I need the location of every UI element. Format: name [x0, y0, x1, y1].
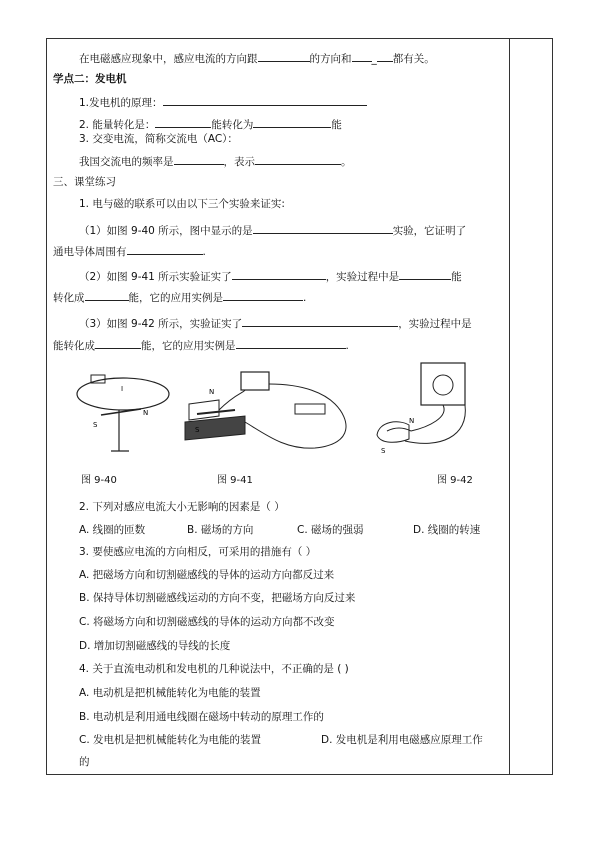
south-label: S	[93, 421, 98, 429]
blank[interactable]	[258, 50, 310, 62]
text: 在电磁感应现象中，感应电流的方向跟	[79, 53, 258, 65]
text: .	[202, 246, 206, 258]
figure-9-41-caption: 图 9-41	[217, 475, 253, 486]
question-2-option-a[interactable]: A. 线圈的匝数	[79, 524, 146, 536]
text: 实验，它证明了	[392, 225, 467, 237]
text: 的方向和	[309, 53, 352, 65]
blank[interactable]	[223, 289, 303, 301]
lead-wire-1	[411, 405, 444, 431]
section-heading-practice: 三、课堂练习	[53, 176, 116, 188]
text: 我国交流电的频率是	[79, 156, 174, 168]
south-label: S	[195, 426, 200, 434]
question-1-part-2-cont	[53, 289, 306, 305]
section-heading-generator: 学点二：发电机	[53, 73, 127, 85]
figure-9-41-induction-diagram	[175, 364, 365, 454]
question-3-option-c[interactable]: C. 将磁场方向和切割磁感线的导体的运动方向都不改变	[79, 616, 335, 628]
magnet-block	[189, 400, 219, 420]
text: 能，它的应用实例是	[128, 292, 223, 304]
blank[interactable]	[127, 243, 203, 255]
question-4-stem: 4. 关于直流电动机和发电机的几种说法中，不正确的是 ( )	[79, 663, 349, 675]
blank[interactable]	[377, 50, 393, 62]
blank[interactable]	[163, 94, 367, 106]
blank[interactable]	[255, 153, 341, 165]
text: 能	[331, 119, 342, 131]
blank[interactable]	[236, 337, 346, 349]
text: 通电导体周围有	[53, 246, 127, 258]
lead-wire-2	[245, 384, 346, 448]
text: .	[345, 340, 349, 352]
question-4-option-d[interactable]: D. 发电机是利用电磁感应原理工作	[321, 734, 483, 746]
blank[interactable]	[242, 315, 398, 327]
text: （3）如图 9-42 所示，实验证实了	[79, 318, 243, 330]
figure-9-42-caption: 图 9-42	[437, 475, 473, 486]
question-3-option-d[interactable]: D. 增加切割磁感线的导线的长度	[79, 640, 231, 652]
question-1-part-1	[79, 222, 466, 238]
figure-9-40-caption: 图 9-40	[81, 475, 117, 486]
text: .	[303, 292, 307, 304]
question-3-option-a[interactable]: A. 把磁场方向和切割磁感线的导体的运动方向都反过来	[79, 569, 335, 581]
blank[interactable]	[352, 50, 372, 62]
text: 1.发电机的原理：	[79, 97, 163, 109]
text: 能，它的应用实例是	[141, 340, 236, 352]
blank[interactable]	[174, 153, 224, 165]
text: 转化成	[53, 292, 85, 304]
generator-principle-line	[79, 94, 367, 110]
question-4-option-d-cont: 的	[79, 756, 90, 768]
lead-wire-1	[219, 390, 245, 410]
north-label: N	[143, 409, 149, 417]
induction-direction-line	[79, 50, 435, 66]
text: 都有关。	[392, 53, 435, 65]
text: ，实验过程中是	[325, 271, 400, 283]
question-1-part-3-cont	[53, 337, 349, 353]
text: 能转化成	[53, 340, 95, 352]
blank[interactable]	[85, 289, 129, 301]
north-label: N	[409, 417, 415, 425]
text: （1）如图 9-40 所示，图中显示的是	[79, 225, 253, 237]
energy-conversion-line	[79, 116, 342, 132]
question-2-stem: 2. 下列对感应电流大小无影响的因素是（ ）	[79, 501, 285, 513]
meter-box	[421, 363, 465, 405]
ac-frequency-line	[79, 153, 352, 169]
question-1-stem: 1. 电与磁的联系可以由以下三个实验来证实:	[79, 198, 285, 210]
question-3-option-b[interactable]: B. 保持导体切割磁感线运动的方向不变，把磁场方向反过来	[79, 592, 356, 604]
content-frame	[46, 38, 553, 775]
question-2-option-d[interactable]: D. 线圈的转速	[413, 524, 481, 536]
question-4-option-a[interactable]: A. 电动机是把机械能转化为电能的装置	[79, 687, 261, 699]
current-label: I	[121, 385, 124, 393]
question-2-option-b[interactable]: B. 磁场的方向	[187, 524, 254, 536]
galvanometer-box	[241, 372, 269, 390]
ac-definition-line: 3. 交变电流，简称交流电（AC）：	[79, 133, 238, 145]
text: 。	[341, 156, 352, 168]
wire-loop	[77, 378, 169, 410]
question-1-part-1-cont	[53, 243, 206, 259]
blank[interactable]	[399, 268, 451, 280]
text: 能转化为	[211, 119, 254, 131]
text: ，表示	[223, 156, 255, 168]
switch-shape	[295, 404, 325, 414]
blank[interactable]	[155, 116, 211, 128]
blank[interactable]	[253, 116, 331, 128]
figure-9-40-oersted-diagram	[71, 369, 181, 459]
right-column-divider	[509, 39, 510, 774]
blank[interactable]	[95, 337, 141, 349]
blank[interactable]	[253, 222, 393, 234]
text: （2）如图 9-41 所示实验证实了	[79, 271, 232, 283]
question-3-stem: 3. 要使感应电流的方向相反，可采用的措施有（ ）	[79, 546, 317, 558]
question-1-part-2	[79, 268, 462, 284]
question-2-option-c[interactable]: C. 磁场的强弱	[297, 524, 364, 536]
text: 2. 能量转化是：	[79, 119, 156, 131]
north-label: N	[209, 388, 215, 396]
question-1-part-3	[79, 315, 472, 331]
text: ，实验过程中是	[398, 318, 472, 330]
question-4-option-c[interactable]: C. 发电机是把机械能转化为电能的装置	[79, 734, 262, 746]
magnet-shape	[377, 422, 409, 442]
text: _	[371, 53, 377, 65]
south-label: S	[381, 447, 386, 455]
figure-9-42-generator-diagram	[369, 357, 481, 457]
question-4-option-b[interactable]: B. 电动机是利用通电线圈在磁场中转动的原理工作的	[79, 711, 324, 723]
blank[interactable]	[232, 268, 326, 280]
text: 能	[451, 271, 462, 283]
